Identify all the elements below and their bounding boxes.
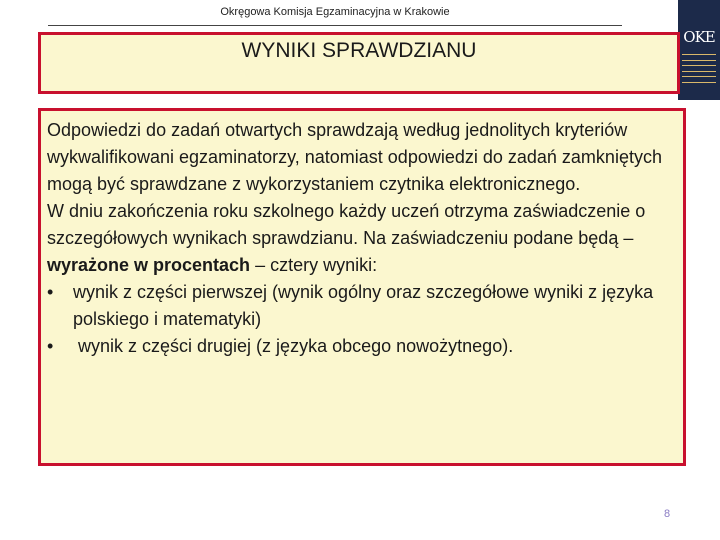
oke-logo — [678, 0, 720, 100]
slide-title: WYNIKI SPRAWDZIANU — [241, 39, 477, 62]
logo-mark: OKE — [683, 28, 715, 46]
paragraph-grading: Odpowiedzi do zadań otwartych sprawdzają według jednolitych kryteriów wykwalifikowani egzaminatorzy, natomiast odpowiedzi do zadań zamkniętych mogą być sprawdzane z wykorzystaniem czytnika elektronicznego. — [47, 120, 662, 194]
bullet-text-part1: wynik z części pierwszej (wynik ogólny oraz szczegółowe wyniki z języka polskiego i matematyki) — [73, 282, 654, 329]
paragraph-certificate-end: – cztery wyniki: — [250, 255, 378, 275]
title-box — [38, 32, 680, 94]
bullet-icon: • — [47, 336, 54, 356]
paragraph-certificate — [47, 198, 675, 279]
page-number: 8 — [664, 508, 671, 520]
list-item — [47, 279, 675, 333]
bullet-text-part2: wynik z części drugiej (z języka obcego nowożytnego). — [73, 336, 514, 356]
paragraph-certificate-start: W dniu zakończenia roku szkolnego każdy uczeń otrzyma zaświadczenie o szczegółowych wynikach sprawdzianu. Na zaświadczeniu podane będą – — [47, 201, 646, 248]
logo-lines — [682, 54, 716, 87]
paragraph-certificate-bold: wyrażone w procentach — [47, 255, 251, 275]
header-institution: Okręgowa Komisja Egzaminacyjna w Krakowie — [220, 6, 450, 18]
bullet-icon: • — [47, 282, 54, 302]
header-divider — [48, 25, 622, 26]
list-item — [47, 333, 675, 360]
content-box — [38, 108, 686, 466]
